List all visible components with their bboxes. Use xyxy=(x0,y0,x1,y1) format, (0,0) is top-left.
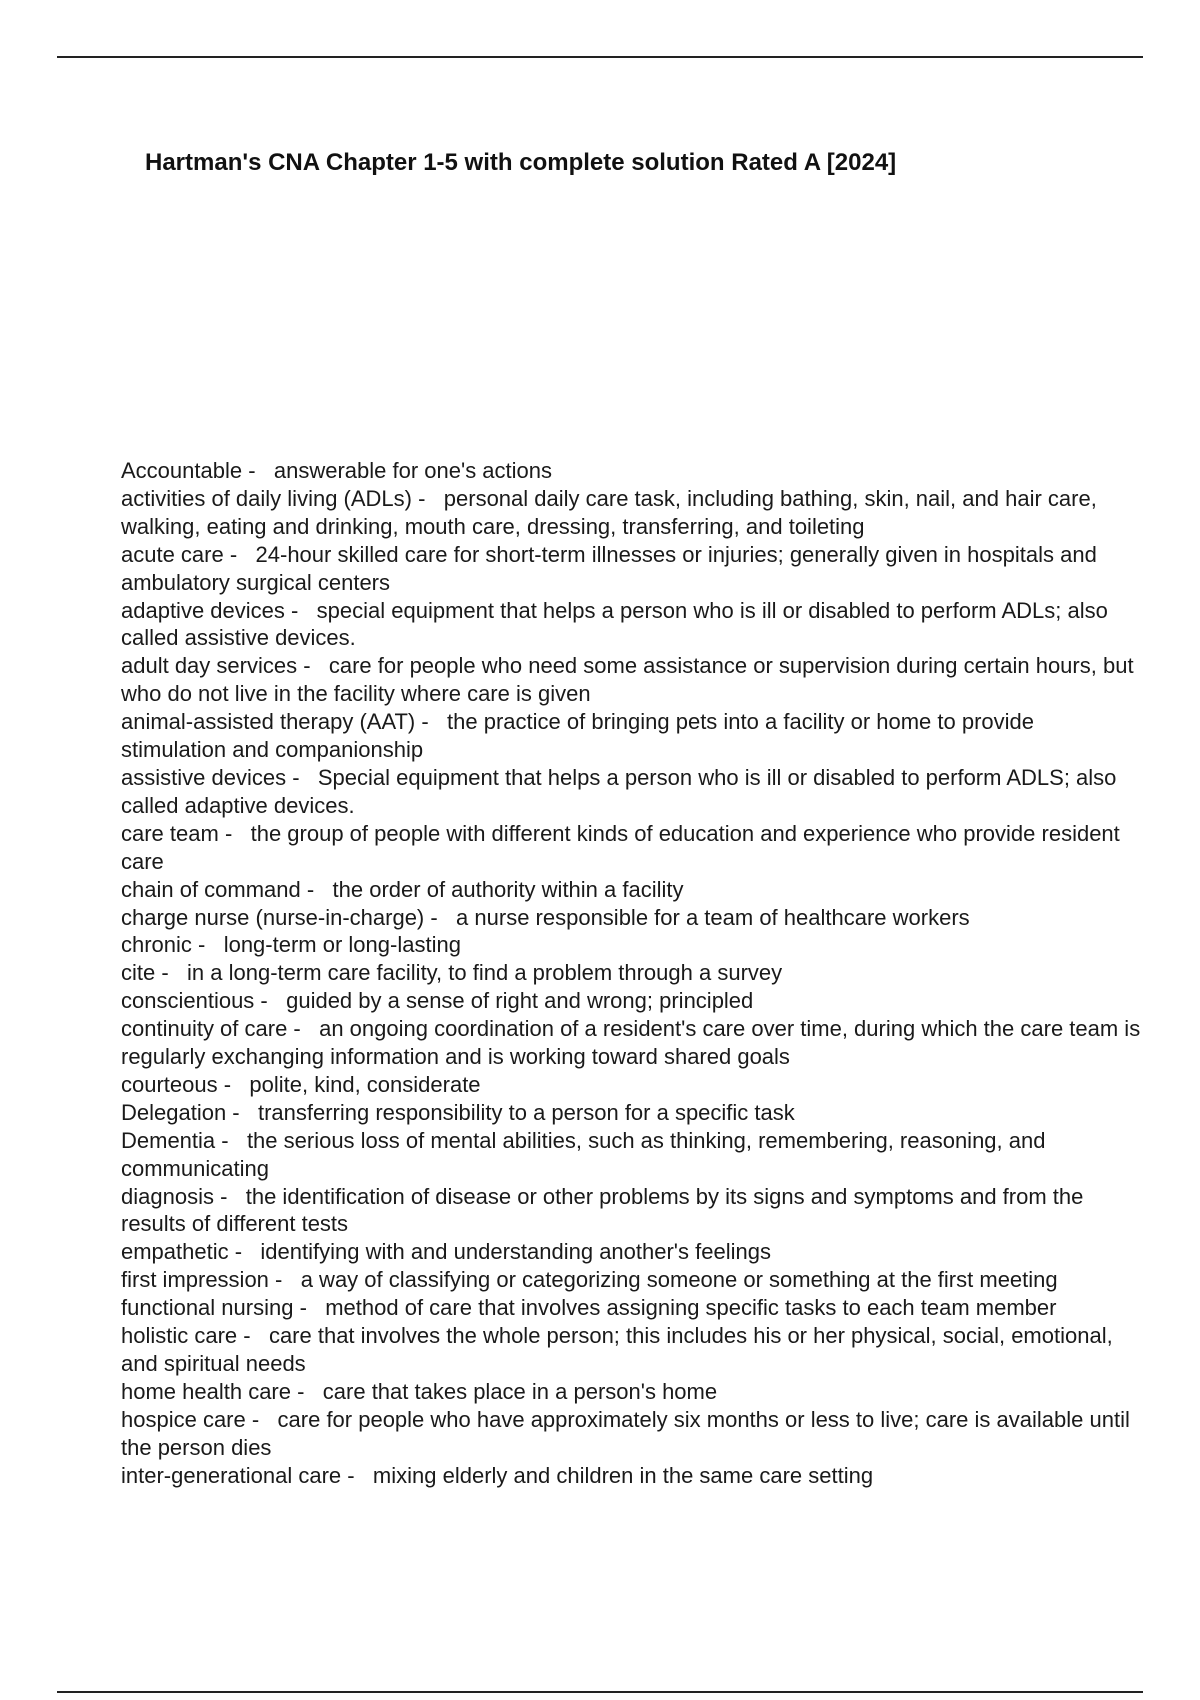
glossary-entry xyxy=(121,485,1141,541)
term-separator: - xyxy=(228,1239,261,1265)
glossary-definition: care that takes place in a person's home xyxy=(322,1378,718,1404)
term-separator: - xyxy=(223,541,256,567)
term-separator: - xyxy=(155,960,188,986)
glossary-definition: 24-hour skilled care for short-term illnesses or injuries; generally given in hospitals and ambulatory surgical centers xyxy=(121,541,1097,595)
glossary-term: courteous xyxy=(121,1071,218,1097)
glossary-definition: care for people who have approximately six months or less to live; care is available until the person dies xyxy=(121,1406,1130,1460)
glossary-definition: a nurse responsible for a team of healthcare workers xyxy=(456,904,970,930)
glossary-definition: the identification of disease or other problems by its signs and symptoms and from the results of different tests xyxy=(121,1183,1084,1237)
glossary-entry xyxy=(121,1266,1141,1294)
glossary-entry xyxy=(121,764,1141,820)
glossary-entry xyxy=(121,1127,1141,1183)
term-separator: - xyxy=(242,458,274,483)
term-separator: - xyxy=(293,1295,326,1321)
glossary-entry xyxy=(121,931,1141,959)
document-title: Hartman's CNA Chapter 1-5 with complete solution Rated A [2024] xyxy=(145,149,897,176)
term-separator: - xyxy=(297,653,329,679)
glossary-definition: identifying with and understanding another's feelings xyxy=(260,1239,771,1265)
glossary-definition: care that involves the whole person; this includes his or her physical, social, emotional, and spiritual needs xyxy=(121,1323,1113,1376)
term-separator: - xyxy=(291,1378,323,1404)
term-separator: - xyxy=(300,876,333,902)
glossary-entry xyxy=(121,652,1141,708)
glossary-entry xyxy=(121,1462,1141,1490)
glossary-entry xyxy=(121,987,1141,1015)
term-separator: - xyxy=(287,1016,320,1042)
glossary-entry xyxy=(121,1099,1141,1127)
glossary-definition: the group of people with different kinds of education and experience who provide resident care xyxy=(121,820,1120,874)
term-separator: - xyxy=(218,820,251,846)
glossary-definition: long-term or long-lasting xyxy=(223,932,461,958)
glossary-term: Delegation xyxy=(121,1099,227,1125)
glossary-term: hospice care xyxy=(121,1406,246,1432)
term-separator: - xyxy=(217,1071,250,1097)
glossary-term: care team xyxy=(121,820,219,846)
glossary-entry xyxy=(121,1183,1141,1239)
glossary-term: animal-assisted therapy (AAT) xyxy=(121,709,416,735)
term-separator: - xyxy=(286,764,318,790)
glossary-entry xyxy=(121,708,1141,764)
glossary-definition: the serious loss of mental abilities, such as thinking, remembering, reasoning, and communicating xyxy=(121,1127,1046,1181)
glossary-definition: the order of authority within a facility xyxy=(332,876,684,902)
glossary-list xyxy=(121,457,1141,1490)
glossary-term: conscientious xyxy=(121,988,255,1014)
top-rule xyxy=(57,56,1143,58)
glossary-entry xyxy=(121,1294,1141,1322)
glossary-entry xyxy=(121,1406,1141,1462)
glossary-term: continuity of care xyxy=(121,1016,288,1042)
term-separator: - xyxy=(213,1183,246,1209)
glossary-definition: polite, kind, considerate xyxy=(249,1071,481,1097)
glossary-definition: answerable for one's actions xyxy=(273,458,553,483)
glossary-entry xyxy=(121,1378,1141,1406)
glossary-term: functional nursing xyxy=(121,1295,294,1321)
glossary-term: holistic care xyxy=(121,1323,238,1349)
glossary-entry xyxy=(121,876,1141,904)
term-separator: - xyxy=(237,1323,269,1349)
glossary-definition: care for people who need some assistance or supervision during certain hours, but who do not live in the facility where care is given xyxy=(121,653,1134,707)
glossary-entry xyxy=(121,1322,1141,1378)
glossary-entry xyxy=(121,1015,1141,1071)
glossary-definition: special equipment that helps a person who is ill or disabled to perform ADLs; also called assistive devices. xyxy=(121,597,1108,651)
glossary-term: chain of command xyxy=(121,876,301,902)
glossary-term: inter-generational care xyxy=(121,1462,342,1488)
glossary-definition: in a long-term care facility, to find a problem through a survey xyxy=(187,960,783,986)
glossary-term: chronic xyxy=(121,932,192,958)
glossary-entry xyxy=(121,597,1141,653)
glossary-entry xyxy=(121,541,1141,597)
glossary-term: diagnosis xyxy=(121,1183,214,1209)
glossary-term: empathetic xyxy=(121,1239,229,1265)
glossary-term: Accountable xyxy=(121,458,243,483)
glossary-entry xyxy=(121,1238,1141,1266)
term-separator: - xyxy=(245,1406,278,1432)
term-separator: - xyxy=(411,485,444,511)
term-separator: - xyxy=(215,1127,247,1153)
glossary-term: first impression xyxy=(121,1267,269,1293)
term-separator: - xyxy=(424,904,457,930)
term-separator: - xyxy=(226,1099,258,1125)
term-separator: - xyxy=(415,709,448,735)
glossary-entry xyxy=(121,1071,1141,1099)
glossary-term: acute care xyxy=(121,541,224,567)
glossary-term: Dementia xyxy=(121,1127,216,1153)
glossary-definition: an ongoing coordination of a resident's care over time, during which the care team is regularly exchanging information and is working toward shared goals xyxy=(121,1016,1141,1070)
glossary-definition: personal daily care task, including bathing, skin, nail, and hair care, walking, eating and drinking, mouth care, dressing, transferring, and toileting xyxy=(121,485,1097,539)
glossary-definition: transferring responsibility to a person for a specific task xyxy=(257,1099,795,1125)
glossary-definition: mixing elderly and children in the same care setting xyxy=(372,1462,874,1488)
glossary-entry xyxy=(121,820,1141,876)
glossary-term: adaptive devices xyxy=(121,597,285,623)
glossary-term: assistive devices xyxy=(121,764,287,790)
glossary-definition: a way of classifying or categorizing someone or something at the first meeting xyxy=(300,1267,1058,1293)
glossary-term: cite xyxy=(121,960,156,986)
glossary-term: home health care xyxy=(121,1378,291,1404)
glossary-term: charge nurse (nurse-in-charge) xyxy=(121,904,425,930)
glossary-definition: the practice of bringing pets into a facility or home to provide stimulation and companionship xyxy=(121,709,1035,763)
glossary-term: adult day services xyxy=(121,653,298,679)
term-separator: - xyxy=(284,597,317,623)
term-separator: - xyxy=(268,1267,301,1293)
term-separator: - xyxy=(254,988,287,1014)
glossary-entry xyxy=(121,457,1141,485)
glossary-entry xyxy=(121,904,1141,932)
bottom-rule xyxy=(57,1691,1143,1693)
glossary-entry xyxy=(121,959,1141,987)
glossary-definition: method of care that involves assigning specific tasks to each team member xyxy=(325,1295,1057,1321)
glossary-definition: guided by a sense of right and wrong; principled xyxy=(286,988,754,1014)
term-separator: - xyxy=(191,932,224,958)
glossary-term: activities of daily living (ADLs) xyxy=(121,485,412,511)
glossary-definition: Special equipment that helps a person who is ill or disabled to perform ADLS; also called adaptive devices. xyxy=(121,764,1117,818)
term-separator: - xyxy=(341,1462,373,1488)
